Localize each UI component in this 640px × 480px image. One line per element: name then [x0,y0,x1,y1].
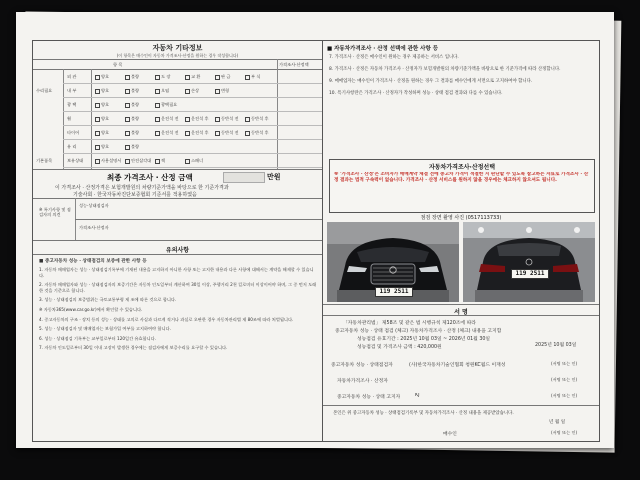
notice-item: 6. 성능 · 상태점검 기록부는 교부일로부터 120일간 유효합니다. [39,335,157,341]
final-price-box[interactable] [223,172,265,183]
divider [323,304,599,305]
row-label: 외 관 [67,74,77,79]
row-option-checkbox[interactable] [95,74,109,80]
inspection-fee: 성능점검 및 가격조사 금액 : 420,000원 [357,345,442,350]
category-header: 항 목 [113,62,123,67]
divider [63,167,322,168]
row-option-checkbox[interactable] [215,74,230,80]
option-label: 불량 [131,88,140,93]
row-option-checkbox[interactable] [245,130,269,136]
checkbox-icon [95,89,100,94]
divider [63,111,322,112]
option-label: 운전석 후 [191,130,209,135]
option-label: 양호 [101,144,110,149]
row-option-checkbox[interactable] [185,88,199,94]
appraiser-sign-hint[interactable]: (서명 또는 인) [551,377,578,382]
option-label: 불량 [131,130,140,135]
right-notice-item: 9. 매매업자는 매수인이 가격조사 · 산정을 원하는 경우 그 결과를 매수인에게 서면으로 고지하여야 합니다. [329,79,533,84]
divider [63,153,322,154]
photo-title-text: 점검 장면 촬영 사진 [420,215,465,221]
right-column [323,41,599,441]
option-label: 불량 [131,74,140,79]
row-option-checkbox[interactable] [95,116,109,122]
notice-item: 5. 성능 · 상태점검자 및 매매업자는 보험가입 여부를 고지하여야 합니다. [39,326,171,332]
row-label: 타이어 [67,130,80,135]
checkbox-icon [185,89,190,94]
special-notes-inspector: 성능·상태점검자 [79,203,109,208]
row-option-checkbox[interactable] [215,130,239,136]
option-label: 교 환 [191,74,201,79]
right-notice-item: 7. 가격조사 · 산정은 매수인이 원하는 경우 제공하는 서비스 입니다. [329,55,459,60]
row-option-checkbox[interactable] [185,116,209,122]
option-label: 운전석 전 [161,130,179,135]
final-price-label: 최종 가격조사 · 산정 금액 [107,173,193,182]
checkbox-icon [215,75,220,80]
row-option-checkbox[interactable] [125,158,151,164]
option-label: 양호 [101,74,110,79]
row-option-checkbox[interactable] [125,74,139,80]
appraiser-sig-label: 자동차가격조사 · 산정자 [337,379,388,384]
divider [63,83,322,84]
checkbox-icon [125,159,130,164]
appraisal-choice-title: 자동차가격조사·산정선택 [428,164,496,171]
notice-item: 2. 자동차 매매업자와 성능 · 상태점검자의 보증기간은 자동차 인도일부터 계산하여 30일 이상, 주행거리 2천 킬로미터 이상이어야 하며, 그 중 먼저 도래한 것을 기준으로 합니다. [39,282,317,293]
divider [33,198,322,199]
option-label: 잭 [161,158,166,163]
row-option-checkbox[interactable] [155,130,179,136]
checkbox-icon [155,117,160,122]
row-option-checkbox[interactable] [155,102,177,108]
option-label: 동반석 후 [251,130,269,135]
option-label: 손상 [191,88,200,93]
option-label: 안전삼각대 [131,158,152,163]
dealer-label: 중고자동차 성능 · 상태 고지자 [337,395,401,400]
inspector-value: (사)한국자동차기술인협회 청원KC월드 이재성 [409,363,506,368]
row-option-checkbox[interactable] [125,130,139,136]
checkbox-icon [125,145,130,150]
signature-title: 서 명 [454,309,468,316]
appraisal-choice-box [329,159,595,213]
buyer-date: 년 월 일 [549,420,566,425]
option-label: 광택필요 [161,102,178,107]
row-option-checkbox[interactable] [95,130,109,136]
row-label: 유 리 [67,144,77,149]
checkbox-icon [95,75,100,80]
right-notice-item: 10. 특기사항란은 가격조사 · 산정자가 작성하며 성능 · 상태 점검 결과와 다를 수 있습니다. [329,91,503,96]
appraisal-choice-text: ※ '가격조사 · 산정'은 소비자가 매매계약 체결 전에 중고차 가격이 적절한 지 판단할 수 있도록 참고하는 자료로 가격조사 · 산정 결과는 법적 구속력이 없습니다. 가격조사 · 산정 서비스를 원하지 않을 경우에는 체크하지 않으셔도 됩니다. [334,172,589,184]
option-label: 사용설명서 [101,158,122,163]
row-option-checkbox[interactable] [95,88,109,94]
divider [323,315,599,316]
checkbox-icon [95,103,100,108]
checkbox-icon [185,159,190,164]
validity-period: 성능점검 유효기간 : 2025년 10월 03일 ~ 2026년 01월 30일 [357,337,491,342]
inspector-sign-hint[interactable]: (서명 또는 인) [551,361,578,366]
special-notes-label: ※ 특기사항 및 점검자의 의견 [39,207,71,217]
checkbox-icon [125,89,130,94]
front-license-plate: 119 2511 [375,287,413,297]
right-notice-list [329,55,595,103]
option-label: 판 금 [221,74,231,79]
dealer-sign-hint[interactable]: (서명 또는 인) [551,393,578,398]
checkbox-icon [125,75,130,80]
notice-subtitle: ■ 중고자동차 성능 · 상태점검의 보증에 관한 사항 등 [39,259,147,264]
divider [75,219,322,220]
notice-item: 1. 자동차 매매업자는 성능 · 상태점검기록부에 기재된 내용을 고지하지 아니한 사항 또는 고지한 내용과 다른 사항에 대해서는 계약을 해제할 수 있습니다. [39,267,314,278]
checkbox-icon [95,117,100,122]
option-label: 동반석 후 [251,116,269,121]
divider [33,240,322,241]
divider [63,97,322,98]
checkbox-icon [155,75,160,80]
row-option-checkbox[interactable] [125,88,139,94]
option-label: 변형 [221,88,230,93]
checkbox-icon [95,159,100,164]
right-notice-item: 8. 가격조사 · 산정은 자동차 가격조사 · 산정자가 보험개발원의 차량기준가액을 바탕으로 한 기준가격에 따라 산정합니다. [329,67,561,72]
front-car-photo [327,222,459,302]
checkbox-icon [245,75,250,80]
row-option-checkbox[interactable] [155,158,165,164]
option-label: 불량 [131,102,140,107]
row-option-checkbox[interactable] [95,102,109,108]
option-label: 도 장 [161,74,171,79]
notice-item: 3. 성능 · 상태점검의 보증범위는 국토교통부령 제 조에 따른 것으로 합니다. [39,297,177,303]
checkbox-icon [245,117,250,122]
row-label: 휠 [67,116,72,121]
checkbox-icon [125,117,130,122]
photo-title: 점검 장면 촬영 사진 (0517113733) [420,215,502,221]
checkbox-icon [155,103,160,108]
row-option-checkbox[interactable] [125,116,139,122]
row-option-checkbox[interactable] [155,88,169,94]
category-header-right: 가격조사·산정액 [279,62,309,67]
row-option-checkbox[interactable] [245,74,260,80]
inspector-label: 중고자동차 성능 · 상태점검자 [331,363,393,368]
final-price-unit: 만원 [267,173,281,181]
divider [323,405,599,406]
row-option-checkbox[interactable] [215,116,239,122]
row-option-checkbox[interactable] [185,130,209,136]
buyer-label: 매수인 [443,432,457,437]
row-label: 보유상태 [67,158,84,163]
photo-number: 0517113733 [467,215,500,221]
row-group-label: 수리필요 [36,88,53,93]
divider [63,139,322,140]
left-column [33,41,323,441]
checkbox-icon [95,145,100,150]
option-label: 부 식 [251,74,261,79]
notice-title: 유의사항 [165,247,190,254]
option-label: 양호 [101,88,110,93]
checkbox-icon [95,131,100,136]
option-label: 불량 [131,116,140,121]
row-option-checkbox[interactable] [185,74,200,80]
price-note-2: 기술사회 · 한국자동차진단보증협회 기준서를 적용하였음 [73,192,197,198]
checkbox-icon [155,89,160,94]
option-label: 불량 [131,144,140,149]
rear-car-image [463,222,595,302]
checkbox-icon [125,131,130,136]
row-option-checkbox[interactable] [215,88,229,94]
divider [33,69,322,70]
checkbox-icon [185,117,190,122]
dealer-value: KJ [415,393,420,398]
checkbox-icon [155,131,160,136]
row-option-checkbox[interactable] [125,102,139,108]
divider [33,59,322,60]
document-sheet [16,12,614,448]
row-option-checkbox[interactable] [185,158,203,164]
row-option-checkbox[interactable] [95,158,121,164]
left-subtitle: (이 항목은 매수인이 자동차 가격조사·산정을 원하는 경우 작성합니다) [116,53,239,58]
row-group-label: 기본품목 [36,158,53,163]
option-label: 동반석 전 [221,130,239,135]
buyer-sign-hint[interactable]: (서명 또는 인) [551,430,578,435]
signature-check: 중고자동차 성능 · 상태 점검 (체크) 자동차가격조사 · 산정 (체크) 내용을 고지함 [335,329,502,334]
notice-item: 4. 중고자동차의 구조 · 장치 등의 성능 · 상태를 고의로 사실과 다르게 적거나 과실로 오판한 경우 자동차관리법 제 80조에 따라 처벌됩니다. [39,316,294,322]
divider [33,254,322,255]
notice-item: 7. 자동차 인도일로부터 30일 이내 고장이 발생한 경우에는 점검자에게 보증수리를 요구할 수 있습니다. [39,345,228,351]
signature-law: 「자동차관리법」 제58조 및 같은 법 시행규칙 제120조에 따라 [343,321,476,326]
document-frame [32,40,600,442]
row-label: 광 택 [67,102,77,107]
special-notes-appraiser: 가격조사·산정자 [79,225,109,230]
signature-date: 2025년 10월 03일 [535,343,577,348]
checkbox-icon [215,131,220,136]
row-option-checkbox[interactable] [125,144,139,150]
checkbox-icon [245,131,250,136]
row-option-checkbox[interactable] [155,116,179,122]
divider [91,69,92,169]
notice-list [39,267,317,355]
row-label: 내 부 [67,88,77,93]
checkbox-icon [125,103,130,108]
buyer-note: 본인은 위 중고자동차 성능 · 상태점검기록부 및 자동차가격조사 · 산정 내용을 제공받았습니다. [333,411,514,416]
option-label: 스패너 [191,158,204,163]
right-section-title: ■ 자동차가격조사 · 산정 선택에 관한 사항 등 [327,46,439,52]
option-label: 운전석 후 [191,116,209,121]
checkbox-icon [185,75,190,80]
option-label: 운전석 전 [161,116,179,121]
option-label: 양호 [101,116,110,121]
divider [63,125,322,126]
notice-item: ※ 자동차365(www.car.go.kr)에서 확인할 수 있습니다. [39,306,143,312]
option-label: 오염 [161,88,170,93]
option-label: 양호 [101,102,110,107]
left-title: 자동차 기타정보 [152,44,203,52]
rear-car-photo [463,222,595,302]
row-option-checkbox[interactable] [245,116,269,122]
divider [33,169,322,170]
row-option-checkbox[interactable] [155,74,170,80]
rear-license-plate: 119 2511 [511,269,549,279]
checkbox-icon [215,117,220,122]
option-label: 양호 [101,130,110,135]
checkbox-icon [185,131,190,136]
checkbox-icon [155,159,160,164]
price-note-1: 이 가격조사 · 산정가격은 보험개발원의 차량기준가액을 바탕으로 한 기준가격과 [55,185,229,191]
checkbox-icon [215,89,220,94]
row-option-checkbox[interactable] [95,144,109,150]
option-label: 동반석 전 [221,116,239,121]
divider [63,69,64,169]
